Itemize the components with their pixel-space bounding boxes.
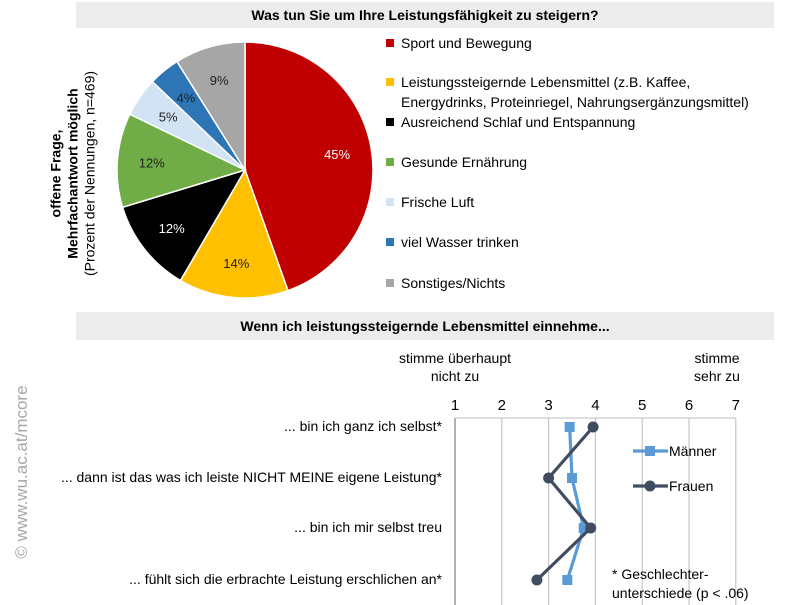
- marker-1-3: [531, 575, 542, 586]
- ylabel-line-2: Mehrfachantwort möglich: [64, 88, 81, 259]
- x-tick-label-4: 4: [591, 397, 600, 414]
- legend-item-3: [386, 152, 527, 172]
- ylabel-line-3: (Prozent der Nennungen, n=469): [81, 70, 98, 277]
- legend-item-0: [386, 33, 532, 53]
- legend-item-2: [386, 112, 635, 132]
- legend-swatch-1: [386, 78, 394, 86]
- pie-slice-label-3: 12%: [138, 155, 165, 171]
- item-label-1: ... dann ist das was ich leiste NICHT MEINE eigene Leistung*: [60, 469, 442, 485]
- marker-0-1: [567, 473, 577, 483]
- marker-0-0: [565, 422, 575, 432]
- legend-label-1: Leistungssteigernde Lebensmittel (z.B. Kaffee, Energydrinks, Proteinriegel, Nahrungsergänzungsmittel): [401, 74, 749, 110]
- x-tick-label-7: 7: [731, 397, 740, 414]
- legend-swatch-3: [386, 158, 394, 166]
- pie-slice-label-0: 45%: [324, 147, 351, 163]
- x-tick-label-2: 2: [497, 397, 506, 414]
- line-legend-label-1: Frauen: [669, 478, 714, 494]
- line-chart-title: Wenn ich leistungssteigernde Lebensmittel einnehme...: [76, 312, 774, 340]
- scale-low-label: stimme überhaupt nicht zu: [398, 350, 512, 384]
- copyright-watermark: © www.wu.ac.at/mcore: [12, 385, 31, 559]
- significance-note: * Geschlechter-unterschiede (p < .06): [612, 566, 749, 601]
- pie-slice-label-6: 9%: [209, 73, 229, 89]
- pie-slice-label-4: 5%: [158, 109, 178, 125]
- item-label-3: ... fühlt sich die erbrachte Leistung erschlichen an*: [129, 571, 442, 587]
- series-line-1: [537, 427, 593, 580]
- legend-label-6: Sonstiges/Nichts: [401, 275, 506, 291]
- line-legend-marker-1: [645, 481, 656, 492]
- legend-label-5: viel Wasser trinken: [401, 234, 519, 250]
- legend-label-2: Ausreichend Schlaf und Entspannung: [401, 114, 636, 130]
- scale-high-label: stimme sehr zu: [694, 350, 740, 384]
- marker-0-3: [562, 575, 572, 585]
- pie-slice-label-5: 4%: [176, 90, 196, 106]
- marker-1-1: [543, 473, 554, 484]
- marker-1-2: [585, 523, 596, 534]
- marker-1-0: [588, 422, 599, 433]
- pie-slice-label-2: 12%: [158, 220, 185, 236]
- pie-chart-title: Was tun Sie um Ihre Leistungsfähigkeit zu steigern?: [76, 2, 774, 28]
- x-tick-label-6: 6: [684, 397, 694, 414]
- line-legend-label-0: Männer: [669, 443, 717, 459]
- pie-slice-label-1: 14%: [223, 256, 250, 271]
- ylabel-line-1: offene Frage,: [47, 129, 64, 218]
- legend-item-5: [386, 232, 519, 252]
- item-label-0: ... bin ich ganz ich selbst*: [284, 418, 442, 434]
- legend-swatch-0: [386, 39, 394, 47]
- legend-item-6: [386, 273, 505, 293]
- legend-swatch-5: [386, 238, 394, 246]
- line-legend-marker-0: [645, 446, 655, 456]
- legend-label-4: Frische Luft: [401, 194, 475, 210]
- legend-label-0: Sport und Bewegung: [401, 35, 532, 51]
- legend-item-1: [386, 72, 771, 112]
- x-tick-label-3: 3: [544, 397, 553, 414]
- legend-swatch-6: [386, 279, 394, 287]
- legend-label-3: Gesunde Ernährung: [401, 154, 528, 170]
- item-label-2: ... bin ich mir selbst treu: [294, 519, 442, 535]
- legend-swatch-2: [386, 118, 394, 126]
- legend-item-4: [386, 192, 474, 212]
- legend-swatch-4: [386, 198, 394, 206]
- x-tick-label-1: 1: [450, 397, 460, 414]
- x-tick-label-5: 5: [638, 397, 647, 414]
